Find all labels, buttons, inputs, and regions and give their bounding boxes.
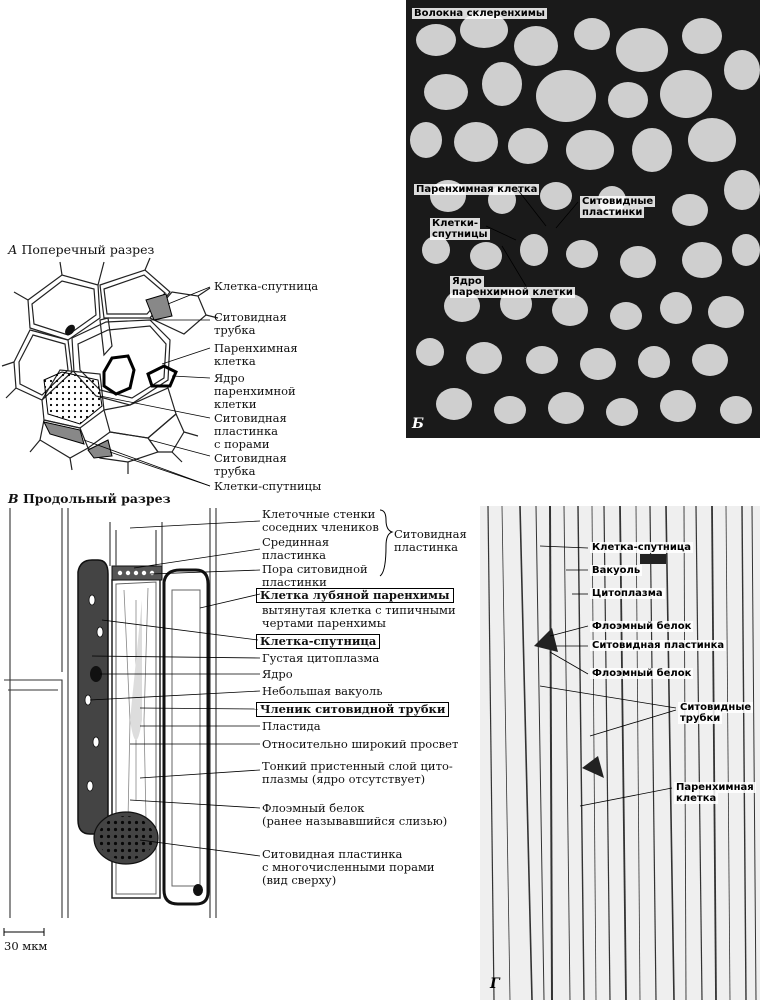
label-v-plastid: Пластида (262, 719, 321, 733)
photo-g-sieve-plate: Ситовидная пластинка (592, 640, 725, 651)
label-v-thin-2: плазмы (ядро отсутствует) (262, 772, 426, 786)
section-a-letter: А (8, 242, 18, 257)
micrograph-g (480, 506, 760, 1000)
label-a-plate-2: пластинка (214, 424, 279, 438)
label-v-bast-paren: Клетка лубяной паренхимы (256, 588, 454, 603)
photo-g-phloem-protein: Флоэмный белок (592, 621, 692, 632)
label-v-sieve-plate-2: пластинка (394, 540, 459, 554)
photo-g-phloem-protein-2: Флоэмный белок (592, 668, 692, 679)
label-a-nucleus-2: паренхимной (214, 384, 296, 398)
label-v-middle-1: Срединная (262, 535, 330, 549)
photo-g-companion: Клетка-спутница (592, 542, 691, 553)
photo-g-paren-2: клетка (676, 793, 717, 804)
label-v-bast-desc-2: чертами паренхимы (262, 616, 386, 630)
label-a-sieve-tube-1: Ситовидная (214, 310, 287, 324)
label-v-dense-cyto: Густая цитоплазма (262, 651, 380, 665)
label-a-sieve-tube-2: трубка (214, 323, 256, 337)
photo-g-paren-1: Паренхимная (676, 782, 754, 793)
section-v-letter: В (8, 491, 19, 506)
photo-g-letter: Г (490, 976, 500, 992)
label-a-companion: Клетка-спутница (214, 279, 319, 293)
photo-b-paren-cell: Паренхимная клетка (416, 184, 538, 195)
label-v-phloem-1: Флоэмный белок (262, 801, 365, 815)
label-a-plate-1: Ситовидная (214, 411, 287, 425)
label-v-small-vac: Небольшая вакуоль (262, 684, 383, 698)
label-v-thin-1: Тонкий пристенный слой цито- (262, 759, 453, 773)
label-v-bast-desc-1: вытянутая клетка с типичными (262, 603, 456, 617)
section-v-title-text: Продольный разрез (22, 491, 171, 506)
label-v-middle-2: пластинка (262, 548, 327, 562)
label-a-companions: Клетки-спутницы (214, 479, 322, 493)
photo-g-vacuole: Вакуоль (592, 565, 641, 576)
label-a-sieve-tube-b-1: Ситовидная (214, 451, 287, 465)
label-v-companion: Клетка-спутница (256, 634, 380, 649)
label-v-nucleus: Ядро (262, 667, 293, 681)
label-v-sieve-plate-1: Ситовидная (394, 527, 467, 541)
label-a-parenchyma-2: клетка (214, 354, 256, 368)
photo-g-tubes-1: Ситовидные (680, 702, 752, 713)
label-v-walls-2: соседних члеников (262, 520, 379, 534)
photo-g-tubes-2: трубки (680, 713, 721, 724)
photo-b-nucleus-1: Ядро (452, 276, 482, 287)
photo-b-letter: Б (412, 416, 424, 432)
photo-b-plates-2: пластинки (582, 207, 643, 218)
label-v-plate-top-2: с многочисленными порами (262, 860, 435, 874)
label-v-sieve-member: Членик ситовидной трубки (256, 702, 449, 717)
scale-bar-label: 30 мкм (4, 939, 48, 953)
label-a-parenchyma-1: Паренхимная (214, 341, 298, 355)
label-v-walls-1: Клеточные стенки (262, 507, 376, 521)
label-a-sieve-tube-b-2: трубка (214, 464, 256, 478)
section-a-title-text: Поперечный разрез (21, 242, 155, 257)
photo-b-companions-1: Клетки- (432, 218, 479, 229)
photo-b-companions-2: спутницы (432, 229, 488, 240)
photo-b-plates-1: Ситовидные (582, 196, 654, 207)
photo-b-fibers: Волокна склеренхимы (414, 8, 545, 19)
label-a-nucleus-3: клетки (214, 397, 257, 411)
photo-g-cytoplasm: Цитоплазма (592, 588, 663, 599)
photo-b-nucleus-2: паренхимной клетки (452, 287, 573, 298)
label-v-lumen: Относительно широкий просвет (262, 737, 459, 751)
label-v-plate-top-1: Ситовидная пластинка (262, 847, 403, 861)
photo-g-leaders (480, 506, 760, 1000)
label-a-plate-3: с порами (214, 437, 270, 451)
label-a-nucleus-1: Ядро (214, 371, 245, 385)
label-v-plate-top-3: (вид сверху) (262, 873, 337, 887)
label-v-pore-1: Пора ситовидной (262, 562, 368, 576)
label-v-phloem-2: (ранее называвшийся слизью) (262, 814, 448, 828)
label-v-pore-2: пластинки (262, 575, 327, 589)
